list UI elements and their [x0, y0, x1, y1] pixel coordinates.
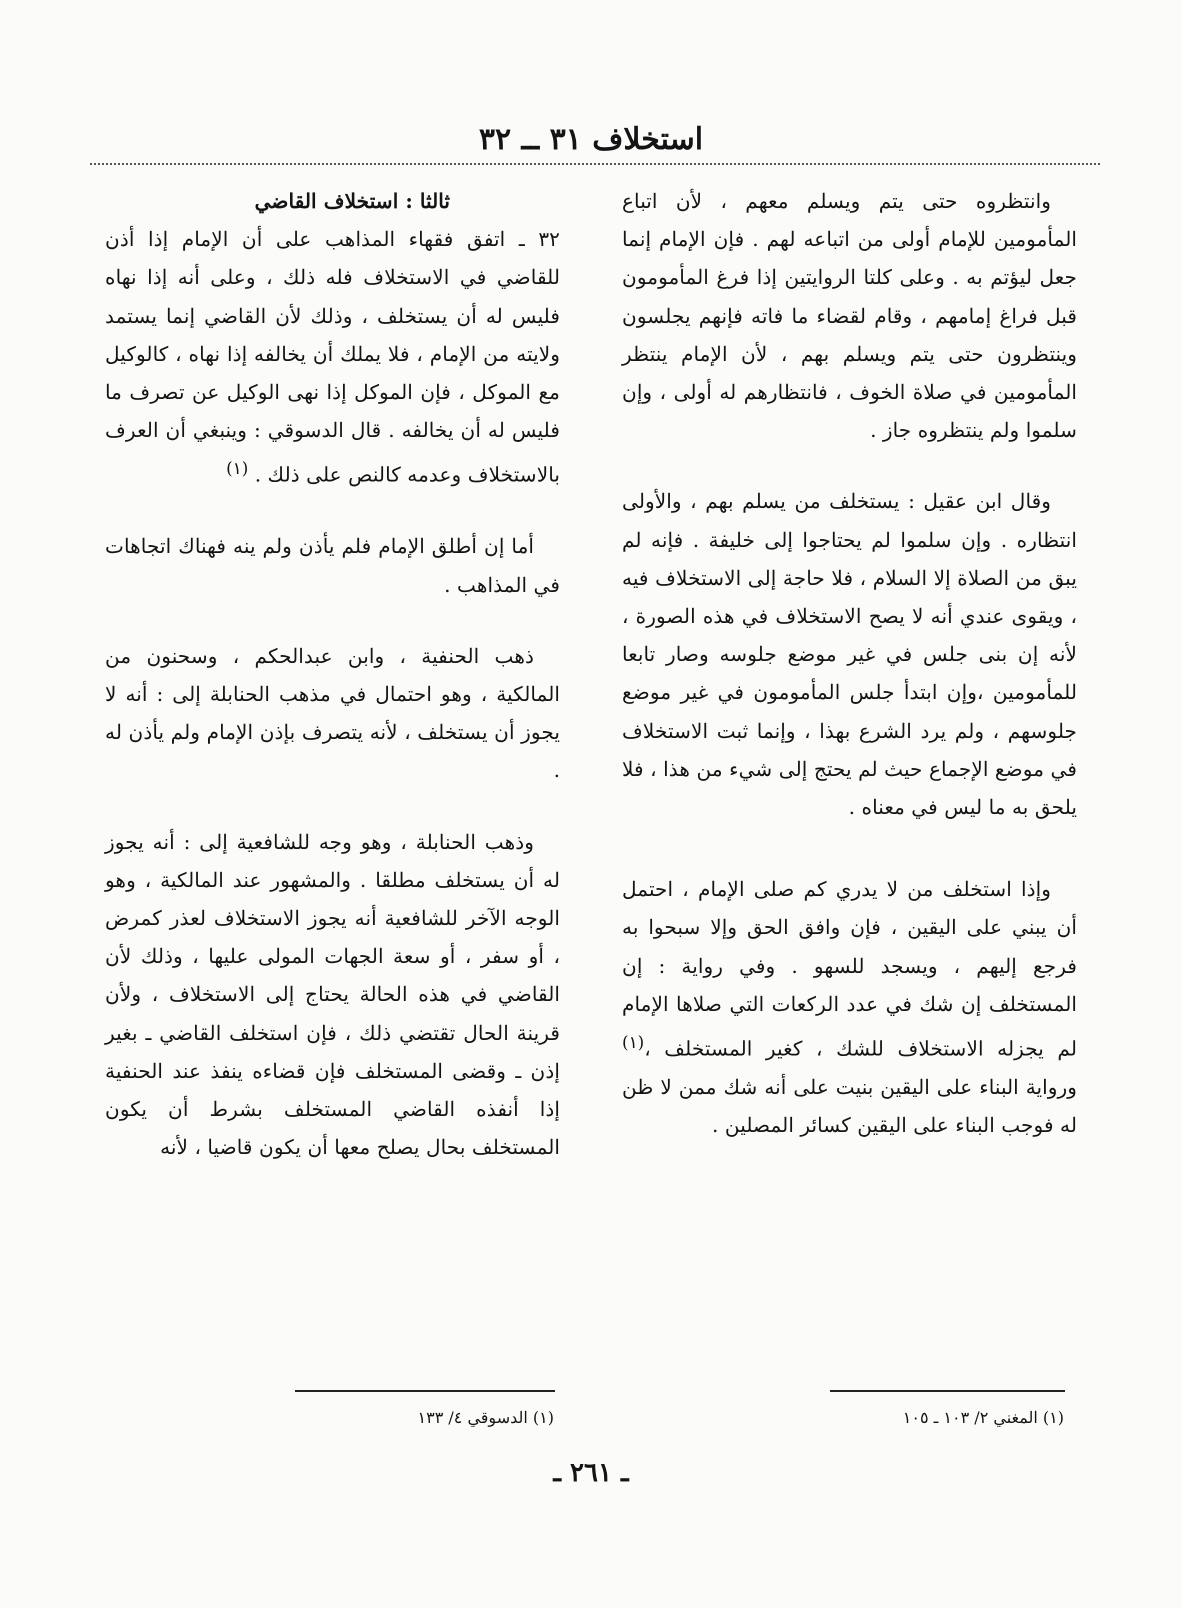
footnote-marker: (١)	[226, 458, 249, 479]
paragraph: وانتظروه حتى يتم ويسلم معهم ، لأن اتباع المأمومين للإمام أولى من اتباعه لهم . فإن الإمام إنما جعل ليؤتم به . وعلى كلتا الروايتين إذا فرغ المأمومون قبل فراغ إمامهم ، وقام لقضاء ما فاته فإنهم يجلسون وينتظرون حتى يتم ويسلم بهم ، لأن الإمام ينتظر المأمومين في صلاة الخوف ، فانتظارهم له أولى ، وإن سلموا ولم ينتظروه جاز .	[622, 189, 1077, 443]
footnote-marker: (١)	[622, 1032, 645, 1053]
paragraph: وقال ابن عقيل : يستخلف من يسلم بهم ، والأولى انتظاره . وإن سلموا لم يحتاجوا إلى خليفة . فإنه لم يبق من الصلاة إلا السلام ، فلا حاجة إلى الاستخلاف فيه ، ويقوى عندي أنه لا يصح الاستخلاف في هذه الصورة ، لأنه إن بنى جلس في غير موضع جلوسه وصار تابعا للمأمومين ،وإن ابتدأ جلس المأمومون في غير موضع جلوسهم ، ولم يرد الشرع بهذا ، وإنما ثبت الاستخلاف في موضع الإجماع حيث لم يحتج إلى شيء من هذا ، فلا يلحق به ما ليس في معناه .	[622, 489, 1077, 820]
section-subtitle: ثالثا : استخلاف القاضي	[254, 189, 450, 213]
paragraph: وذهب الحنابلة ، وهو وجه للشافعية إلى : أنه يجوز له أن يستخلف مطلقا . والمشهور عند المالكية ، وهو الوجه الآخر للشافعية أنه يجوز الاستخلاف لعذر كمرض ، أو سفر ، أو سعة الجهات المولى عليها ، وذلك لأن القاضي في هذه الحالة يحتاج إلى الاستخلاف ، ولأن قرينة الحال تقتضي ذلك ، فإن استخلف القاضي ـ بغير إذن ـ وقضى المستخلف فإن قضاءه ينفذ عند الحنفية إذا أنفذه القاضي المستخلف بشرط أن يكون المستخلف بحال يصلح معها أن يكون قاضيا ، لأنه	[105, 829, 560, 1160]
header-divider	[90, 163, 1100, 165]
right-column	[622, 182, 1077, 1382]
footnote-left: (١) الدسوقي ٤/ ١٣٣	[417, 1408, 554, 1427]
left-column	[105, 182, 560, 1382]
footnote-right: (١) المغني ٢/ ١٠٣ ـ ١٠٥	[902, 1408, 1064, 1427]
page-number: ـ ٢٦١ ـ	[553, 1458, 629, 1488]
paragraph	[622, 870, 1077, 1144]
paragraph: أما إن أطلق الإمام فلم يأذن ولم ينه فهناك اتجاهات في المذاهب .	[105, 534, 560, 597]
paragraph: ذهب الحنفية ، وابن عبدالحكم ، وسحنون من المالكية ، وهو احتمال في مذهب الحنابلة إلى : أنه لا يجوز أن يستخلف ، لأنه يتصرف بإذن الإمام ولم يأذن له .	[105, 643, 560, 783]
footnote-rule-right	[830, 1390, 1065, 1392]
paragraph-text: ٣٢ ـ اتفق فقهاء المذاهب على أن الإمام إذا أذن للقاضي في الاستخلاف فله ذلك ، وعلى أنه إذا نهاه فليس له أن يستخلف ، وذلك لأن القاضي إنما يستمد ولايته من الإمام ، فلا يملك أن يخالفه إذا نهاه ، كالوكيل مع الموكل ، فإن الموكل إذا نهى الوكيل عن تصرف ما فليس له أن يخالفه . قال الدسوقي : وينبغي أن العرف بالاستخلاف وعدمه كالنص على ذلك .	[105, 227, 560, 488]
running-header: استخلاف ٣١ ــ ٣٢	[478, 122, 704, 157]
footnote-rule-left	[295, 1390, 555, 1392]
paragraph-text: ورواية البناء على اليقين بنيت على أنه شك ممن لا ظن له فوجب البناء على اليقين كسائر المصلين .	[622, 1075, 1077, 1138]
paragraph	[105, 220, 560, 494]
paragraph-text: وإذا استخلف من لا يدري كم صلى الإمام ، احتمل أن يبني على اليقين ، فإن وافق الحق وإلا سبحوا به فرجع إليهم ، ويسجد للسهو . وفي رواية : إن المستخلف إن شك في عدد الركعات التي صلاها الإمام لم يجزله الاستخلاف للشك ، كغير المستخلف ،	[622, 877, 1077, 1061]
